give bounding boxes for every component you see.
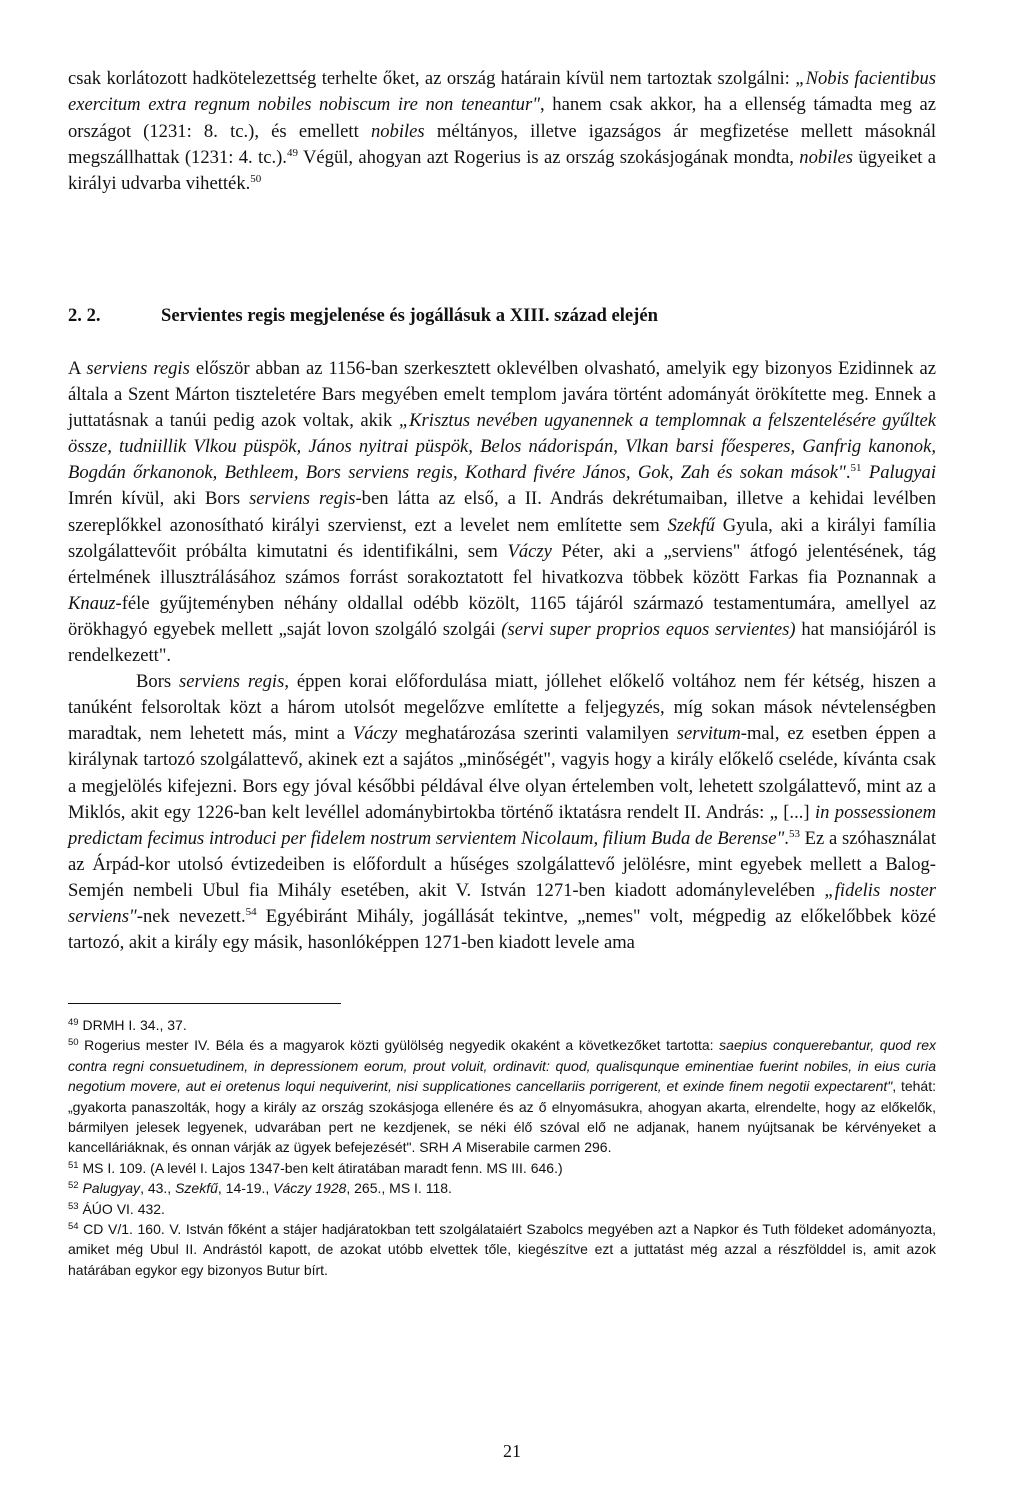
italic-quote: (servi super proprios equos servientes): [501, 618, 796, 640]
italic-author: Szekfű: [667, 514, 715, 536]
footnote-text: MS I. 109. (A levél I. Lajos 1347-ben kelt átiratában maradt fenn. MS III. 646.): [78, 1159, 563, 1176]
body-text: [68, 356, 936, 956]
footnote-text: CD V/1. 160. V. István főként a stájer hadjáratokban tett szolgálataiért Szabolcs megyében azt a Napkor és Tuth földeket adományozta, amiket még Ubul II. Andrástól kapott, de azokat utóbb elvettek tőle, kiegészítve ezt a juttatást még azzal a részfölddel is, amit azok határában egykor egy bizonyos Butur bírt.: [68, 1221, 936, 1278]
footnote-number: 51: [68, 1159, 79, 1171]
italic-term: serviens regis: [179, 671, 285, 693]
section-number: 2. 2.: [68, 305, 101, 326]
text-run: csak korlátozott hadkötelezettség terhelte őket, az ország határain kívül nem tartoztak szolgálni:: [68, 68, 796, 89]
footnote-number: 54: [68, 1221, 79, 1233]
footnote-number: 50: [68, 1037, 79, 1049]
text-run: -féle gyűjteményben néhány oldallal odébb közölt, 1165 tájáról származó testamentumára, amellyel az örökhagyó egyebek mellett „saját lovon szolgáló szolgái: [68, 592, 936, 640]
footnote-text: Rogerius mester IV. Béla és a magyarok közti gyülölség negyedik okaként a következőket tartotta:: [78, 1037, 720, 1054]
footnote-54: [68, 1219, 936, 1280]
page-number: 21: [503, 1441, 521, 1461]
footnote-text: , 43.,: [140, 1180, 176, 1197]
text-run: Egyébiránt Mihály, jogállását tekintve, „nemes" volt, mégpedig az előkelőbbek közé tartozó, akit a király egy másik, hasonlóképpen 1271-ben kiadott levele ama: [68, 905, 936, 954]
section-title: Servientes regis megjelenése és jogállásuk a XIII. század elején: [161, 305, 658, 326]
footnote-ref: 53: [788, 827, 800, 840]
text-run: .: [845, 462, 851, 484]
italic-term: A: [452, 1139, 463, 1156]
text-run: Péter, aki a „serviens" átfogó jelentésének, tág értelmének illusztrálásához számos forrást sorakoztatott fel hivatkozva többek között Farkas fia Poznannak a: [68, 540, 936, 588]
italic-term: serviens regis: [86, 358, 190, 379]
text-run: ügyeiket a királyi udvarba vihették.: [68, 146, 936, 195]
section-heading: [68, 305, 936, 327]
footnote-51: [68, 1158, 936, 1178]
footnote-text: DRMH I. 34., 37.: [78, 1017, 187, 1033]
latin-quote: saepius conquerebantur, quod rex contra regni consuetudinem, in depressionem eorum, prout voluit, ordinavit: quod, qualisqunque eminentiae fuerint nobiles, in eius curia negotium movere, aut ei oretenus loqui nequiverint, nisi supplicationes cancellariis porrigerent, et exinde finem negotii expectarent": [68, 1037, 936, 1095]
paragraph-1: [68, 356, 936, 669]
italic-author: Váczy 1928: [273, 1180, 347, 1197]
italic-author: Palugyay: [82, 1180, 141, 1197]
italic-author: Váczy: [352, 723, 398, 745]
italic-term: serviens regis: [249, 488, 356, 510]
text-run: először abban az 1156-ban szerkesztett oklevélben olvasható, amelyik egy bizonyos Ezidinnek az általa a Szent Márton tiszteletére Bars megyében emelt templom javára történt adományát örökítette meg. Ennek a juttatásnak a tanúi pedig azok voltak, akik: [68, 358, 936, 432]
text-run: -mal, ez esetben éppen a királynak tartozó szolgálattevő, akinek ezt a sajátos „minőségét", vagyis hogy a király előkelő cseléde, kívánta csak a megjelölés kifejezni. Bors egy jóval későbbi példával élve olyan értelemben volt, lehetett szolgálattevő, mint az a Miklós, akit egy 1226-ban kelt levéllel adománybirtokba történő iktatásra rendelt II. András: „ [...]: [68, 723, 936, 823]
text-run: A: [68, 358, 87, 379]
footnote-ref: 54: [245, 905, 257, 918]
footnote-ref: 51: [850, 462, 862, 475]
footnotes: [68, 1015, 936, 1280]
footnote-number: 49: [68, 1017, 79, 1028]
text-run: meghatározása szerinti valamilyen: [397, 723, 677, 745]
italic-quote: „Krisztus nevében ugyanennek a templomnak a felszentelésére gyűltek össze, tudniillik Vlkou püspök, János nyitrai püspök, Belos nádorispán, Vlkan barsi főesperes, Ganfrig kanonok, Bogdán őrkanonok, Bethleem, Bors serviens regis, Kothard fivére János, Gok, Zah és sokan mások": [68, 410, 936, 484]
text-run: Bors: [136, 671, 180, 693]
footnote-divider: [68, 1003, 341, 1004]
footnote-text: , 265., MS I. 118.: [346, 1180, 452, 1197]
italic-author: Szekfű: [175, 1180, 218, 1197]
footnote-text: Miserabile carmen 296.: [462, 1139, 612, 1156]
footnote-53: [68, 1199, 936, 1219]
text-run: Végül, ahogyan azt Rogerius is az ország szokásjogának mondta,: [297, 146, 800, 168]
italic-author: Knauz: [68, 592, 116, 614]
footnote-49: [68, 1015, 936, 1035]
paragraph-2: [68, 669, 936, 956]
text-run: -ben látta az első, a II. András dekrétumaiban, illetve a kehidai levélben szereplőkkel azonosítható királyi szervienst, ezt a levelet nem említette sem: [68, 488, 937, 536]
italic-term: servitum: [676, 723, 741, 745]
footnote-text: , tehát: „gyakorta panaszolták, hogy a király az ország szokásjoga ellenére és az ő elnyomásukra, ahogyan akarta, elrendelte, hogy az előkelők, bármilyen jelesek legyenek, udvarában pert ne kezdjenek, se néki élő szóval elő ne adjanak, hanem nyújtsanak be kérvényeket a kancelláriáknak, és onnan várják az ügyek befejezését". SRH: [68, 1078, 936, 1156]
text-run: .: [784, 827, 789, 849]
footnote-text: ÁÚO VI. 432.: [78, 1200, 165, 1217]
footnote-50: [68, 1035, 936, 1157]
text-run: Imrén kívül, aki Bors: [68, 488, 250, 510]
footnote-number: 53: [68, 1200, 79, 1212]
italic-term: nobiles: [799, 146, 854, 168]
intro-paragraph: [68, 66, 936, 197]
footnote-ref: 50: [250, 173, 262, 186]
footnote-ref: 49: [286, 146, 298, 159]
text-run: -nek nevezett.: [136, 905, 246, 927]
text-run: méltányos, illetve igazságos ár megfizetése mellett másoknál megszállhattak (1231: 4. tc.).: [68, 120, 936, 168]
text-run: , éppen korai előfordulása miatt, jóllehet előkelő voltához nem fér kétség, hiszen a tanúként felsoroltak közt a három utolsót megelőzve említette a feljegyzés, míg sokan mások névtelenségben maradtak, nem lehetett más, mint a: [68, 671, 936, 745]
text-run: Gyula, aki a királyi família szolgálattevőit próbálta kimutatni és identifikálni, sem: [68, 514, 936, 562]
text-run: hat mansiójáról is rendelkezett".: [68, 618, 936, 667]
text-run: , hanem csak akkor, ha a ellenség támadta meg az országot (1231: 8. tc.), és emellett: [68, 94, 936, 142]
italic-term: nobiles: [370, 120, 425, 142]
italic-quote: in possessionem predictam fecimus introduci per fidelem nostrum servientem Nicolaum, filium Buda de Berense": [68, 801, 937, 849]
text-run: Ez a szóhasználat az Árpád-kor utolsó évtizedeiben is előfordult a hűséges szolgálattevő jelölésre, mint egyebek mellett a Balog-Semjén nembeli Ubul fia Mihály esetében, akit V. István 1271-ben kiadott adománylevelében: [68, 827, 936, 901]
footnote-52: [68, 1178, 936, 1198]
footnote-number: 52: [68, 1180, 79, 1192]
text-run: [862, 462, 869, 483]
italic-author: Váczy: [507, 540, 552, 562]
latin-quote: „Nobis facientibus exercitum extra regnum nobiles nobiscum ire non teneantur": [68, 68, 936, 116]
italic-quote: „fidelis noster serviens": [68, 879, 936, 927]
footnote-text: , 14-19.,: [217, 1180, 274, 1197]
italic-author: Palugyai: [868, 462, 936, 484]
